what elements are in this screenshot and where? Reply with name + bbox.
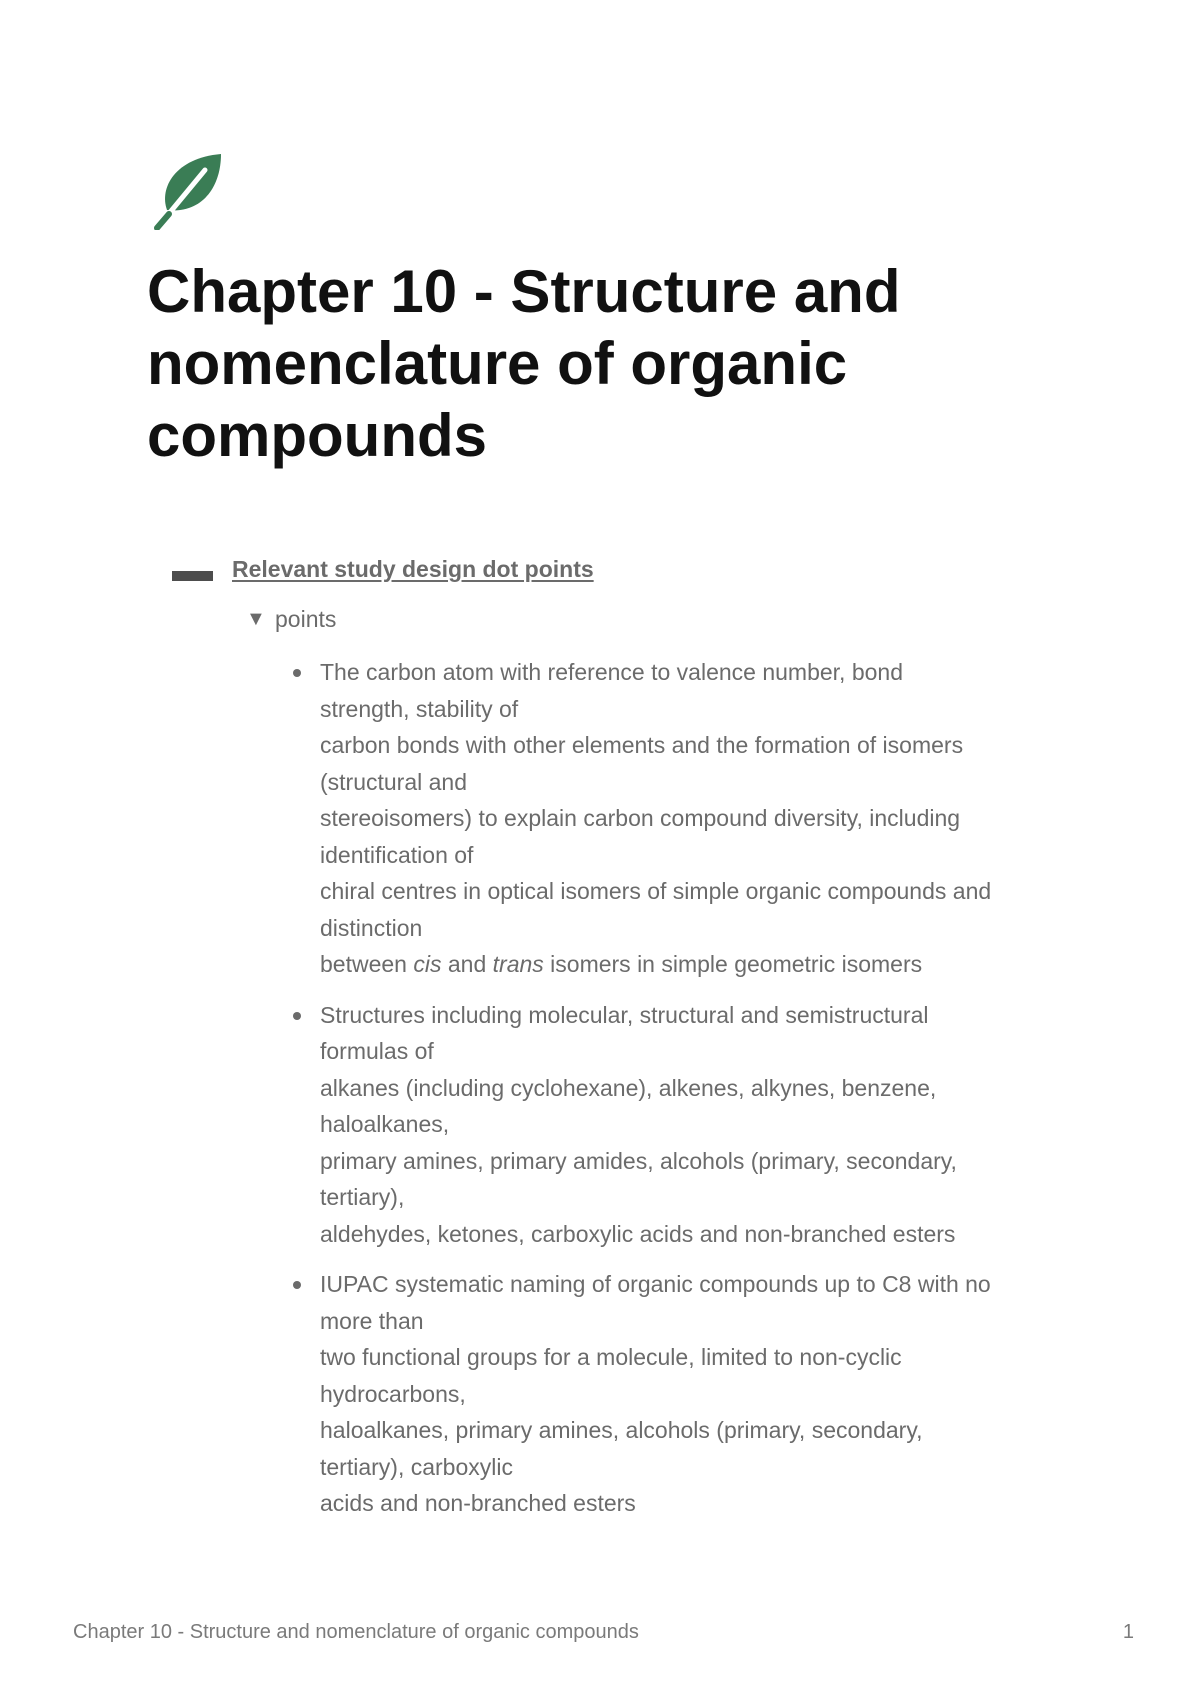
leaf-icon xyxy=(153,152,225,230)
point-line: (structural and xyxy=(320,768,468,795)
list-item xyxy=(293,654,1053,983)
point-line: stereoisomers) to explain carbon compound diversity, including xyxy=(320,805,961,831)
list-item xyxy=(293,1266,1053,1522)
point-line: haloalkanes, xyxy=(320,1111,450,1137)
point-line: more than xyxy=(320,1307,424,1334)
minus-bar-icon xyxy=(172,571,213,581)
point-line: haloalkanes, primary amines, alcohols (primary, secondary, xyxy=(320,1417,923,1443)
text-segment: and xyxy=(441,951,493,977)
leaf-stem xyxy=(157,214,169,228)
point-line: tertiary), xyxy=(320,1184,405,1210)
point-line: identification of xyxy=(320,841,474,868)
point-line xyxy=(320,946,1053,983)
point-line: strength, stability of xyxy=(320,695,519,722)
callout-label[interactable]: Relevant study design dot points xyxy=(232,556,594,582)
point-line: Structures including molecular, structural and semistructural xyxy=(320,1001,929,1028)
bullet-icon xyxy=(293,669,301,677)
point-line: aldehydes, ketones, carboxylic acids and non-branched esters xyxy=(320,1220,956,1247)
point-line: primary amines, primary amides, alcohols (primary, secondary, xyxy=(320,1147,957,1174)
point-line: The carbon atom with reference to valence number, bond xyxy=(320,659,904,685)
triangle-down-icon[interactable]: ▼ xyxy=(246,608,266,630)
bullet-icon xyxy=(293,1012,301,1020)
bullet-icon xyxy=(293,1281,301,1289)
point-line: acids and non-branched esters xyxy=(320,1490,636,1516)
list-item xyxy=(293,997,1053,1253)
point-line: tertiary), carboxylic xyxy=(320,1453,513,1480)
point-line: alkanes (including cyclohexane), alkenes, alkynes, benzene, xyxy=(320,1074,937,1101)
page-title: Chapter 10 - Structure and nomenclature of organic compounds xyxy=(147,258,901,469)
footer-title: Chapter 10 - Structure and nomenclature of organic compounds xyxy=(73,1621,639,1643)
text-segment: isomers in simple geometric isomers xyxy=(543,951,923,977)
point-line: formulas of xyxy=(320,1038,434,1064)
italic-term-cis: cis xyxy=(413,951,442,977)
point-line: IUPAC systematic naming of organic compounds up to C8 with no xyxy=(320,1271,991,1297)
point-line: hydrocarbons, xyxy=(320,1380,466,1407)
study-design-callout[interactable] xyxy=(172,552,1072,588)
point-line: distinction xyxy=(320,914,423,941)
point-line: chiral centres in optical isomers of simple organic compounds and xyxy=(320,878,992,904)
italic-term-trans: trans xyxy=(492,951,544,977)
point-line: two functional groups for a molecule, limited to non-cyclic xyxy=(320,1344,902,1370)
page-number: 1 xyxy=(1122,1621,1134,1643)
text-segment: between xyxy=(320,951,414,977)
toggle-label: points xyxy=(275,606,337,632)
points-list xyxy=(293,654,1053,1536)
point-line: carbon bonds with other elements and the formation of isomers xyxy=(320,732,964,758)
